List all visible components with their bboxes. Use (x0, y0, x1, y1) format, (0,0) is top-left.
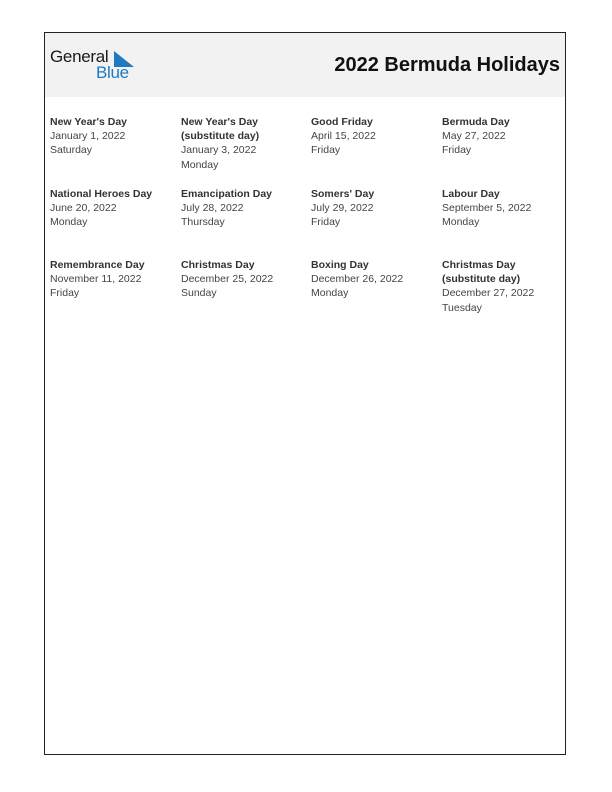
holiday-date: May 27, 2022 (442, 130, 506, 143)
holiday-weekday: Saturday (50, 144, 93, 157)
holiday-name: Remembrance Day (50, 259, 145, 271)
holiday-date: January 1, 2022 (50, 130, 126, 143)
holiday-item (311, 115, 439, 158)
holiday-date: December 26, 2022 (311, 273, 404, 286)
holiday-name: National Heroes Day (50, 188, 153, 200)
holiday-name: Christmas Day (substitute day) (442, 259, 521, 286)
holiday-item (50, 187, 178, 230)
holiday-date: July 29, 2022 (311, 202, 374, 215)
holiday-weekday: Friday (442, 144, 472, 157)
holiday-date: June 20, 2022 (50, 202, 117, 215)
holiday-item (311, 258, 439, 301)
document-frame (44, 32, 566, 755)
holiday-date: September 5, 2022 (442, 202, 532, 215)
holiday-date: November 11, 2022 (50, 273, 142, 286)
holiday-name: Labour Day (442, 188, 500, 200)
generalblue-logo (50, 47, 150, 87)
holiday-date: April 15, 2022 (311, 130, 376, 143)
holiday-date: January 3, 2022 (181, 144, 257, 157)
holiday-weekday: Friday (50, 287, 80, 300)
holiday-item (311, 187, 439, 230)
holiday-name: Emancipation Day (181, 188, 273, 200)
holiday-item (442, 258, 542, 315)
holiday-weekday: Monday (181, 158, 219, 171)
holiday-weekday: Monday (442, 216, 480, 229)
holiday-weekday: Monday (311, 287, 349, 300)
holiday-name: Good Friday (311, 116, 373, 128)
holiday-item (181, 115, 276, 172)
page-title: 2022 Bermuda Holidays (334, 54, 560, 76)
holiday-name: Boxing Day (311, 259, 369, 271)
header (45, 33, 565, 97)
holiday-name: New Year's Day (substitute day) (181, 116, 260, 143)
holiday-item (181, 187, 309, 230)
holiday-item (50, 115, 178, 158)
holiday-item (442, 187, 570, 230)
holiday-weekday: Monday (50, 216, 88, 229)
holiday-weekday: Friday (311, 144, 341, 157)
holiday-name: Christmas Day (181, 259, 255, 271)
holiday-date: July 28, 2022 (181, 202, 244, 215)
holiday-date: December 27, 2022 (442, 287, 535, 300)
holiday-name: Somers' Day (311, 188, 375, 200)
holiday-item (181, 258, 309, 301)
holiday-name: Bermuda Day (442, 116, 510, 128)
holiday-date: December 25, 2022 (181, 273, 274, 286)
holiday-item (442, 115, 570, 158)
logo-word-general: General (50, 47, 109, 66)
holiday-weekday: Sunday (181, 287, 217, 300)
holiday-name: New Year's Day (50, 116, 128, 128)
holiday-item (50, 258, 178, 301)
holiday-weekday: Tuesday (442, 301, 482, 314)
holiday-weekday: Thursday (181, 216, 225, 229)
holiday-weekday: Friday (311, 216, 341, 229)
logo-word-blue: Blue (96, 63, 129, 82)
